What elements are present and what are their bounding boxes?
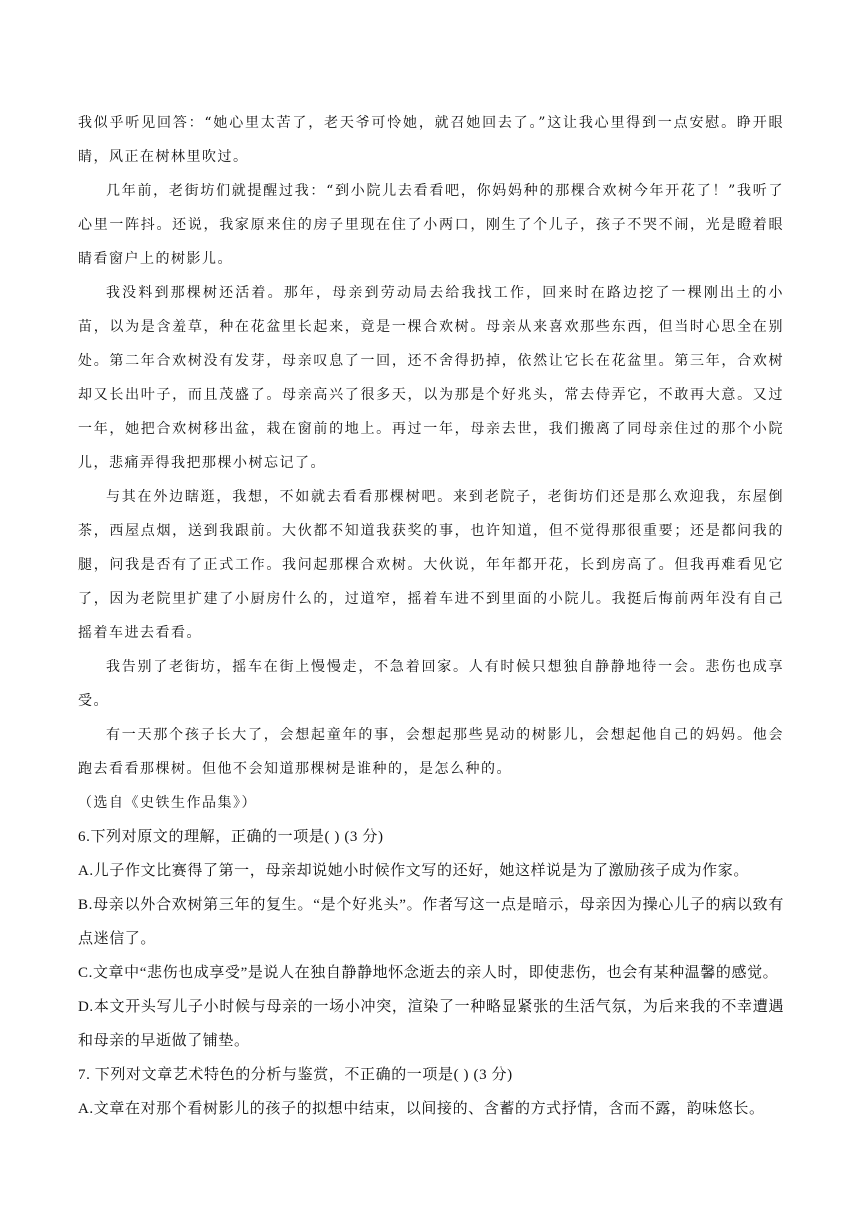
question-6-option-a: A.儿子作文比赛得了第一，母亲却说她小时候作文写的还好，她这样说是为了激励孩子成为作家。 xyxy=(78,863,749,879)
question-6-option-c: C.文章中“悲伤也成享受”是说人在独自静静地怀念逝去的亲人时，即使悲伤，也会有某种温馨的感觉。 xyxy=(78,965,779,981)
passage-paragraph: 我似乎听见回答：“她心里太苦了，老天爷可怜她，就召她回去了。”这让我心里得到一点安慰。睁开眼睛，风正在树林里吹过。 xyxy=(78,115,784,165)
question-section xyxy=(78,820,784,1126)
reading-passage xyxy=(78,106,784,820)
passage-paragraph: 与其在外边瞎逛，我想，不如就去看看那棵树吧。来到老院子，老街坊们还是那么欢迎我，东屋倒茶，西屋点烟，送到我跟前。大伙都不知道我获奖的事，也许知道，但不觉得那很重要；还是都问我的腿，问我是否有了正式工作。我问起那棵合欢树。大伙说，年年都开花，长到房高了。但我再难看见它了，因为老院里扩建了小厨房什么的，过道窄，摇着车进不到里面的小院儿。我挺后悔前两年没有自己摇着车进去看看。 xyxy=(78,489,784,641)
passage-source: （选自《史铁生作品集》） xyxy=(78,795,257,811)
question-6-stem: 6.下列对原文的理解，正确的一项是( ) (3 分) xyxy=(78,829,384,845)
passage-paragraph: 有一天那个孩子长大了，会想起童年的事，会想起那些晃动的树影儿，会想起他自己的妈妈。他会跑去看看那棵树。但他不会知道那棵树是谁种的，是怎么种的。 xyxy=(78,727,784,777)
question-7-option-a: A.文章在对那个看树影儿的孩子的拟想中结束，以间接的、含蓄的方式抒情，含而不露，韵味悠长。 xyxy=(78,1101,765,1117)
passage-paragraph: 我告别了老街坊，摇车在街上慢慢走，不急着回家。人有时候只想独自静静地待一会。悲伤也成享受。 xyxy=(78,659,784,709)
question-6-option-d: D.本文开头写儿子小时候与母亲的一场小冲突，渲染了一种略显紧张的生活气氛，为后来我的不幸遭遇和母亲的早逝做了铺垫。 xyxy=(78,999,784,1049)
page-content xyxy=(78,106,784,1126)
question-7-stem: 7. 下列对文章艺术特色的分析与鉴赏，不正确的一项是( ) (3 分) xyxy=(78,1067,513,1083)
passage-paragraph: 几年前，老街坊们就提醒过我：“到小院儿去看看吧，你妈妈种的那棵合欢树今年开花了！”我听了心里一阵抖。还说，我家原来住的房子里现在住了小两口，刚生了个儿子，孩子不哭不闹，光是瞪着眼睛看窗户上的树影儿。 xyxy=(78,183,784,267)
passage-paragraph: 我没料到那棵树还活着。那年，母亲到劳动局去给我找工作，回来时在路边挖了一棵刚出土的小苗，以为是含羞草，种在花盆里长起来，竟是一棵合欢树。母亲从来喜欢那些东西，但当时心思全在别处。第二年合欢树没有发芽，母亲叹息了一回，还不舍得扔掉，依然让它长在花盆里。第三年，合欢树却又长出叶子，而且茂盛了。母亲高兴了很多天，以为那是个好兆头，常去侍弄它，不敢再大意。又过一年，她把合欢树移出盆，栽在窗前的地上。再过一年，母亲去世，我们搬离了同母亲住过的那个小院儿，悲痛弄得我把那棵小树忘记了。 xyxy=(78,285,784,471)
question-6-option-b: B.母亲以外合欢树第三年的复生。“是个好兆头”。作者写这一点是暗示，母亲因为操心儿子的病以致有点迷信了。 xyxy=(78,897,784,947)
